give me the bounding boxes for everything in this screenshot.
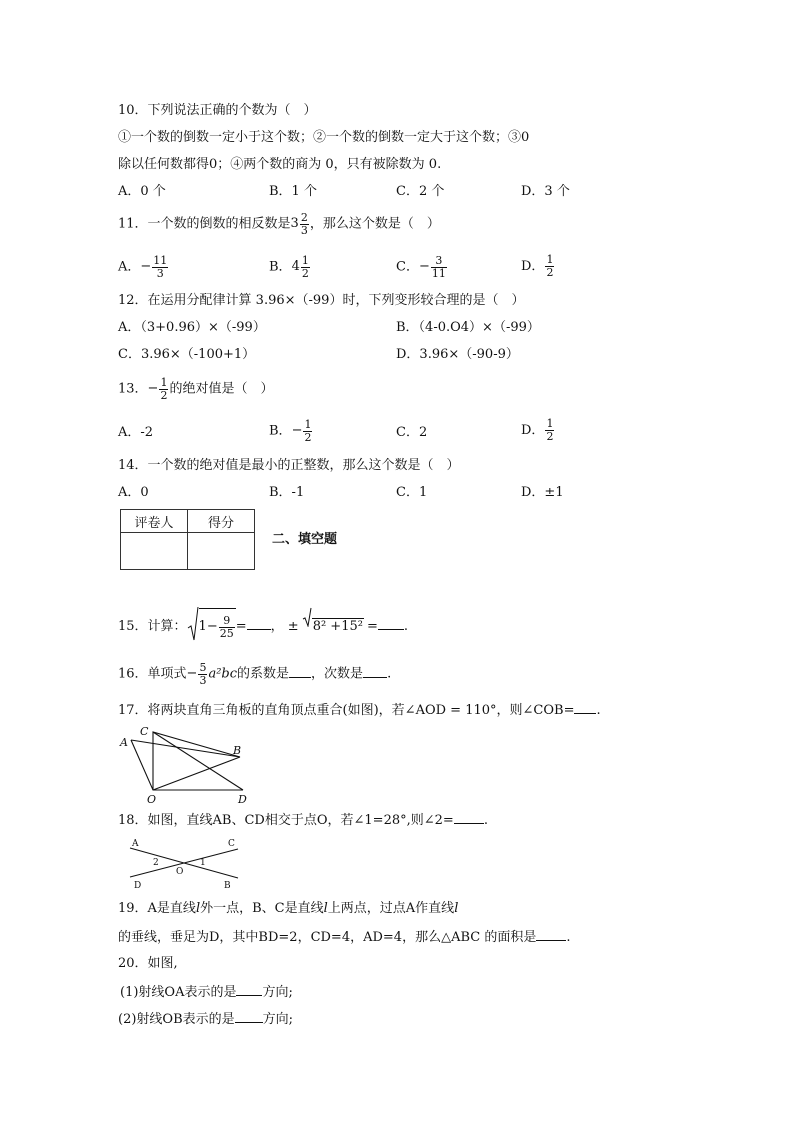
q11-c-num: 3 — [431, 255, 447, 268]
score-table-grader-cell — [121, 533, 188, 570]
q16-end: . — [387, 666, 392, 682]
q11-mixed-fraction — [300, 212, 309, 237]
q13-option-c: C．2 — [396, 425, 428, 440]
q20-stem: 20．如图, — [118, 956, 178, 971]
q19-line2 — [118, 928, 570, 947]
q19-blank — [536, 928, 566, 941]
q18-end: . — [483, 813, 488, 828]
q13-option-a: A．-2 — [118, 425, 154, 440]
q18-stem — [118, 811, 488, 830]
q20-sub2-text: (2)射线OB表示的是 — [118, 1012, 235, 1027]
q19-l2: l — [323, 901, 328, 916]
q11-d-fraction — [545, 254, 554, 279]
q17-line-ob — [153, 757, 240, 790]
q20-sub2-blank — [235, 1010, 263, 1023]
q11-d-num: 1 — [546, 253, 554, 266]
q10-line2: ①一个数的倒数一定小于这个数；②一个数的倒数一定大于这个数；③0 — [118, 130, 530, 145]
q12-option-a: A．（3+0.96）×（-99） — [118, 320, 266, 335]
q11-c-sign: − — [418, 259, 430, 274]
q19-line1-b: 外一点，B、C是直线 — [200, 901, 324, 916]
q11-mixed-num: 2 — [300, 210, 308, 224]
q20-sub1 — [120, 983, 293, 1002]
q14-stem: 14．一个数的绝对值是最小的正整数，那么这个数是（ ） — [118, 458, 460, 473]
q11-a-num: 11 — [153, 253, 168, 267]
q15-fraction — [219, 615, 235, 640]
q11-option-a — [118, 254, 169, 281]
q16-expr: a²bc — [208, 666, 238, 682]
q11-mixed-int: 3 — [290, 216, 299, 231]
q11-d-den: 2 — [546, 266, 554, 279]
q10-option-c: C．2 个 — [396, 184, 445, 199]
q13-num: 1 — [160, 375, 168, 389]
q15-eq2: = — [366, 618, 378, 634]
q14-option-a: A．0 — [118, 485, 149, 500]
q13-d-fraction — [545, 418, 554, 443]
q14-option-c: C．1 — [396, 485, 428, 500]
q11-b-label: B． — [269, 259, 292, 275]
q12-stem: 12．在运用分配律计算 3.96×（-99）时，下列变形较合理的是（ ） — [118, 293, 525, 308]
q11-a-den: 3 — [156, 266, 164, 280]
q17-label-a: A — [120, 736, 128, 749]
q12-option-b: B．（4-0.O4）×（-99） — [396, 320, 540, 335]
q20-sub1-end: 方向; — [262, 985, 293, 1000]
q11-a-sign: − — [140, 259, 152, 274]
q13-option-b — [269, 418, 313, 445]
section-title: 二、填空题 — [272, 532, 338, 547]
q15-radical-2 — [302, 610, 364, 644]
q15-prefix: 15．计算： — [118, 618, 187, 634]
q15-stem — [118, 608, 408, 645]
q15-rad2: 8² +15² — [312, 618, 363, 634]
q18-label-d: D — [134, 881, 142, 891]
q19-line1-c: 上两点，过点A作直线 — [327, 901, 455, 916]
q13-stem-suffix: 的绝对值是（ ） — [169, 381, 274, 397]
q15-eq1: = — [235, 618, 247, 634]
q18-label-a: A — [132, 839, 139, 849]
q17-label-b: B — [233, 744, 242, 757]
q17-figure — [116, 722, 256, 806]
q13-fraction — [159, 377, 168, 402]
q11-c-den: 11 — [431, 266, 446, 280]
q11-stem — [118, 211, 440, 238]
q14-option-b: B．-1 — [269, 485, 305, 500]
q11-option-d — [521, 254, 555, 280]
q16-sign: − — [186, 666, 198, 681]
q11-c-label: C． — [396, 259, 419, 275]
q18-line-cd — [130, 849, 238, 877]
q13-sign: − — [147, 381, 159, 396]
q11-stem-suffix: ，那么这个数是（ ） — [309, 216, 440, 232]
q20-sub2-end: 方向; — [262, 1012, 294, 1027]
q15-num: 9 — [219, 615, 235, 628]
q12-option-d: D．3.96×（-90-9） — [396, 347, 519, 362]
q15-den: 25 — [219, 626, 234, 640]
q11-b-int: 4 — [291, 259, 300, 274]
q13-b-num: 1 — [304, 417, 312, 431]
q13-b-sign: − — [291, 423, 303, 438]
q16-blank-2 — [363, 665, 387, 678]
q17-stem-text: 17．将两块直角三角板的直角顶点重合(如图)，若∠AOD = 110°，则∠COB= — [118, 703, 575, 718]
q17-stem — [118, 701, 601, 720]
q19-line2-text: 的垂线，垂足为D，其中BD=2，CD=4，AD=4，那么△ABC 的面积是 — [118, 930, 537, 945]
q17-line-ab — [131, 740, 240, 757]
q18-label-c: C — [228, 839, 235, 849]
q19-line1-a: 19．A是直线 — [118, 901, 196, 916]
q10-option-b: B．1 个 — [269, 184, 317, 199]
q16-den: 3 — [199, 673, 207, 687]
q11-d-label: D． — [521, 259, 545, 274]
score-table-score-header: 得分 — [188, 510, 255, 533]
q20-sub1-blank — [236, 983, 262, 996]
score-table — [120, 509, 255, 570]
q13-b-fraction — [303, 419, 312, 444]
q16-fraction — [198, 662, 207, 687]
q15-end: . — [403, 618, 408, 634]
q11-b-den: 2 — [301, 266, 309, 280]
q13-b-den: 2 — [304, 430, 312, 444]
q16-mid: 的系数是 — [237, 666, 290, 682]
q11-option-c — [396, 254, 448, 281]
q15-sqrt-icon-2 — [302, 607, 312, 627]
q11-mixed-den: 3 — [300, 223, 308, 237]
q16-num: 5 — [199, 660, 207, 674]
q15-radical-1 — [187, 608, 236, 645]
q13-option-d — [521, 418, 555, 444]
q20-sub1-text: (1)射线OA表示的是 — [120, 985, 237, 1000]
q19-line2-end: . — [566, 930, 571, 945]
q18-stem-text: 18．如图，直线AB、CD相交于点O，若∠1=28°,则∠2= — [118, 813, 454, 828]
q13-den: 2 — [160, 388, 168, 402]
q18-angle-2: 2 — [153, 858, 159, 868]
score-table-score-cell — [188, 533, 255, 570]
q18-blank — [454, 811, 484, 824]
q15-blank-2 — [378, 617, 404, 630]
q20-sub2 — [118, 1010, 293, 1029]
q13-number: 13． — [118, 381, 148, 397]
q18-figure — [124, 836, 248, 892]
q10-option-a: A．0 个 — [118, 184, 166, 199]
q11-stem-prefix: 11．一个数的倒数的相反数是 — [118, 216, 291, 232]
q15-blank-1 — [247, 617, 271, 630]
q13-stem — [118, 376, 273, 403]
q17-label-o: O — [147, 793, 157, 806]
q13-b-label: B． — [269, 423, 292, 439]
q13-d-num: 1 — [546, 417, 554, 430]
q13-d-den: 2 — [546, 430, 554, 443]
q12-option-c: C．3.96×（-100+1） — [118, 347, 256, 362]
q11-a-label: A． — [118, 259, 141, 275]
q16-mid2: ，次数是 — [311, 666, 364, 682]
q15-rad-one: 1− — [198, 619, 218, 634]
q19-l3: l — [454, 901, 459, 916]
q19-line1 — [118, 900, 458, 918]
q16-prefix: 16．单项式 — [118, 666, 187, 682]
q15-pm: ± — [287, 618, 299, 634]
q11-a-fraction — [152, 255, 168, 280]
q10-stem: 10．下列说法正确的个数为（ ） — [118, 103, 317, 118]
q17-triangle-aod — [131, 740, 243, 790]
q17-label-c: C — [140, 725, 149, 738]
q10-line3: 除以任何数都得0；④两个数的商为 0，只有被除数为 0. — [118, 157, 442, 172]
q17-blank — [574, 701, 596, 714]
q11-b-fraction — [301, 255, 310, 280]
q17-label-d: D — [238, 793, 247, 806]
q11-b-num: 1 — [301, 253, 309, 267]
q16-blank-1 — [289, 665, 311, 678]
q11-c-fraction — [431, 255, 447, 280]
q11-option-b — [269, 254, 311, 281]
q17-end: . — [596, 703, 601, 718]
q10-option-d: D．3 个 — [521, 184, 570, 199]
q13-d-label: D． — [521, 423, 545, 438]
q18-label-b: B — [224, 881, 231, 891]
q16-stem — [118, 660, 391, 689]
q15-sqrt-icon-1 — [187, 606, 199, 642]
q15-sep: ， — [270, 618, 284, 634]
q18-angle-1: 1 — [200, 858, 206, 868]
q14-option-d: D．±1 — [521, 485, 564, 500]
q18-label-o: O — [176, 867, 184, 877]
q19-l1: l — [195, 901, 201, 916]
score-table-grader-header: 评卷人 — [121, 510, 188, 533]
